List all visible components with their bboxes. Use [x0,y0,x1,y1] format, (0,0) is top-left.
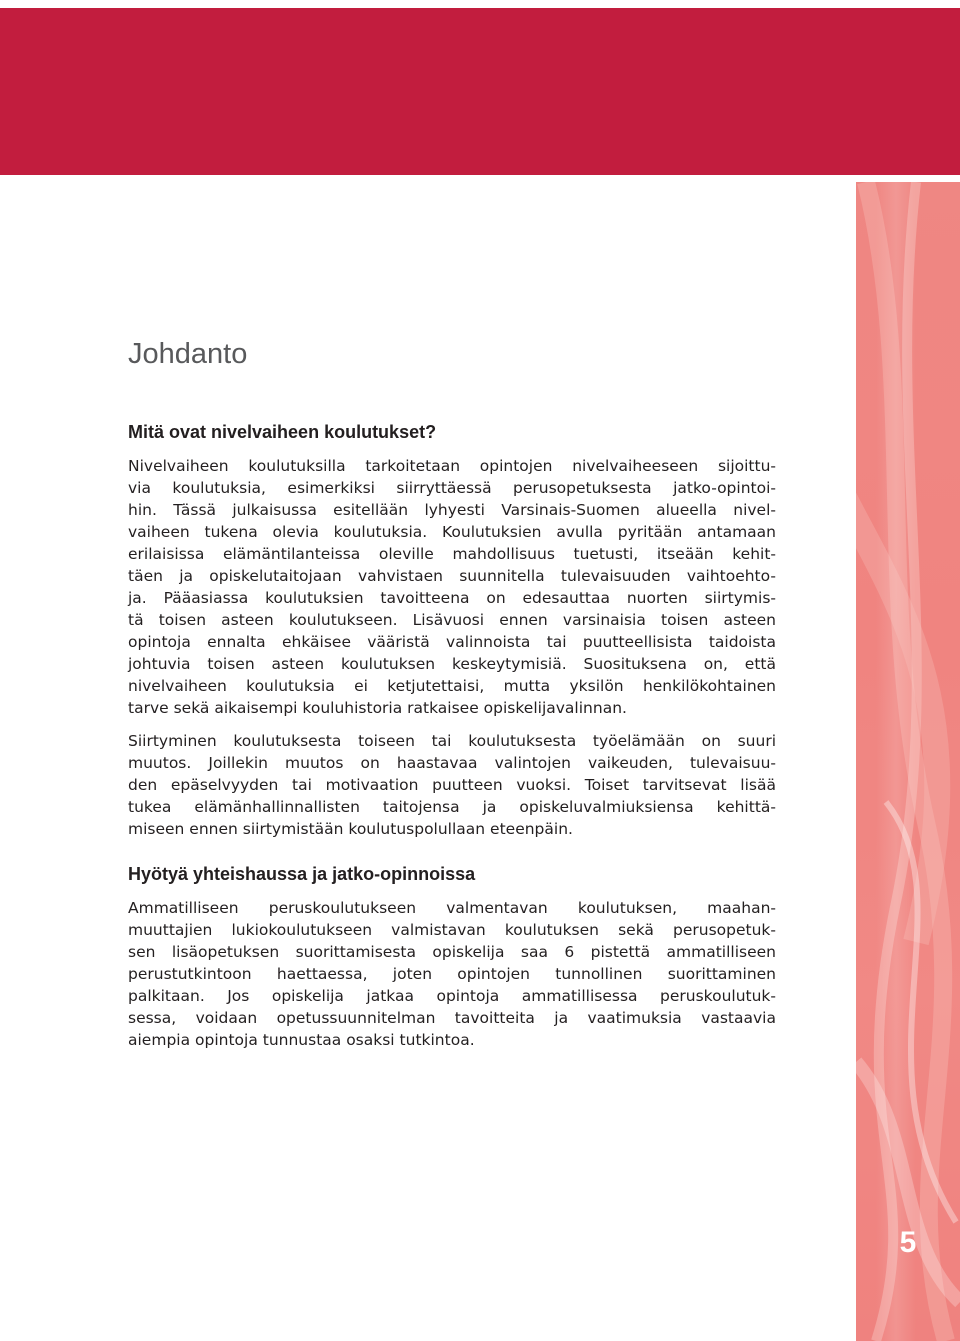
section-heading-nivelvaihe: Mitä ovat nivelvaiheen koulutukset? [128,422,437,442]
section-heading-hyoty: Hyötyä yhteishaussa ja jatko-opinnoissa [128,864,476,884]
text-line: ja. Pääasiassa koulutuksien tavoitteena on edesauttaa nuorten siirtymis- [128,589,776,607]
text-line: sessa, voidaan opetussuunnitelman tavoitteita ja vaatimuksia vastaavia [128,1009,776,1027]
decorative-side-strip [856,182,960,1341]
text-line: opintoja ennalta ehkäisee vääristä valinnoista tai puutteellisista taidoista [128,633,776,651]
text-line: Ammatilliseen peruskoulutukseen valmentavan koulutuksen, maahan- [128,899,776,917]
text-line: muuttajien lukiokoulutukseen valmistavan koulutuksen sekä perusopetuk- [128,921,776,939]
text-line: tukea elämänhallinnallisten taitojensa ja opiskeluvalmiuksiensa kehittä- [128,798,776,816]
text-line: via koulutuksia, esimerkiksi siirryttäessä perusopetuksesta jatko-opintoi- [128,479,776,497]
text-line: nivelvaiheen koulutuksia ei ketjutettaisi, mutta yksilön henkilökohtainen [128,677,776,695]
text-line: aiempia opintoja tunnustaa osaksi tutkintoa. [128,1031,475,1049]
text-line: tä toisen asteen koulutukseen. Lisävuosi ennen varsinaisia toisen asteen [128,611,776,629]
text-line: den epäselvyyden tai motivaation puutteen vuoksi. Toiset tarvitsevat lisää [128,776,776,794]
text-line: miseen ennen siirtymistään koulutuspolullaan eteenpäin. [128,820,573,838]
text-line: sen lisäopetuksen suorittamisesta opiskelija saa 6 pistettä ammatilliseen [128,943,776,961]
text-line: palkitaan. Jos opiskelija jatkaa opintoja ammatillisessa peruskoulutuk- [128,987,776,1005]
top-color-band [0,8,960,175]
text-line: tarve sekä aikaisempi kouluhistoria ratkaisee opiskelijavalinnan. [128,699,627,717]
text-line: muutos. Joillekin muutos on haastavaa valintojen vaikeuden, tulevaisuu- [128,754,776,772]
page-number: 5 [899,1226,917,1259]
text-line: perustutkintoon haettaessa, joten opintojen tunnollinen suorittaminen [128,965,776,983]
text-line: erilaisissa elämäntilanteissa oleville mahdollisuus tuetusti, itseään kehit- [128,545,776,563]
text-line: täen ja opiskelutaitojaan vahvistaen suunnitella tulevaisuuden vaihtoehto- [128,567,776,585]
text-line: hin. Tässä julkaisussa esitellään lyhyesti Varsinais-Suomen alueella nivel- [128,501,776,519]
text-line: Nivelvaiheen koulutuksilla tarkoitetaan opintojen nivelvaiheeseen sijoittu- [128,457,776,475]
text-line: vaiheen tukena olevia koulutuksia. Koulutuksien avulla pyritään antamaan [128,523,776,541]
paragraph-intro [128,455,776,719]
text-line: johtuvia toisen asteen koulutuksen keskeytymisiä. Suosituksena on, että [128,655,776,673]
text-line: Siirtyminen koulutuksesta toiseen tai koulutuksesta työelämään on suuri [128,732,776,750]
paragraph-transition [128,730,776,840]
paragraph-benefits [128,897,776,1051]
page-title: Johdanto [128,338,248,370]
